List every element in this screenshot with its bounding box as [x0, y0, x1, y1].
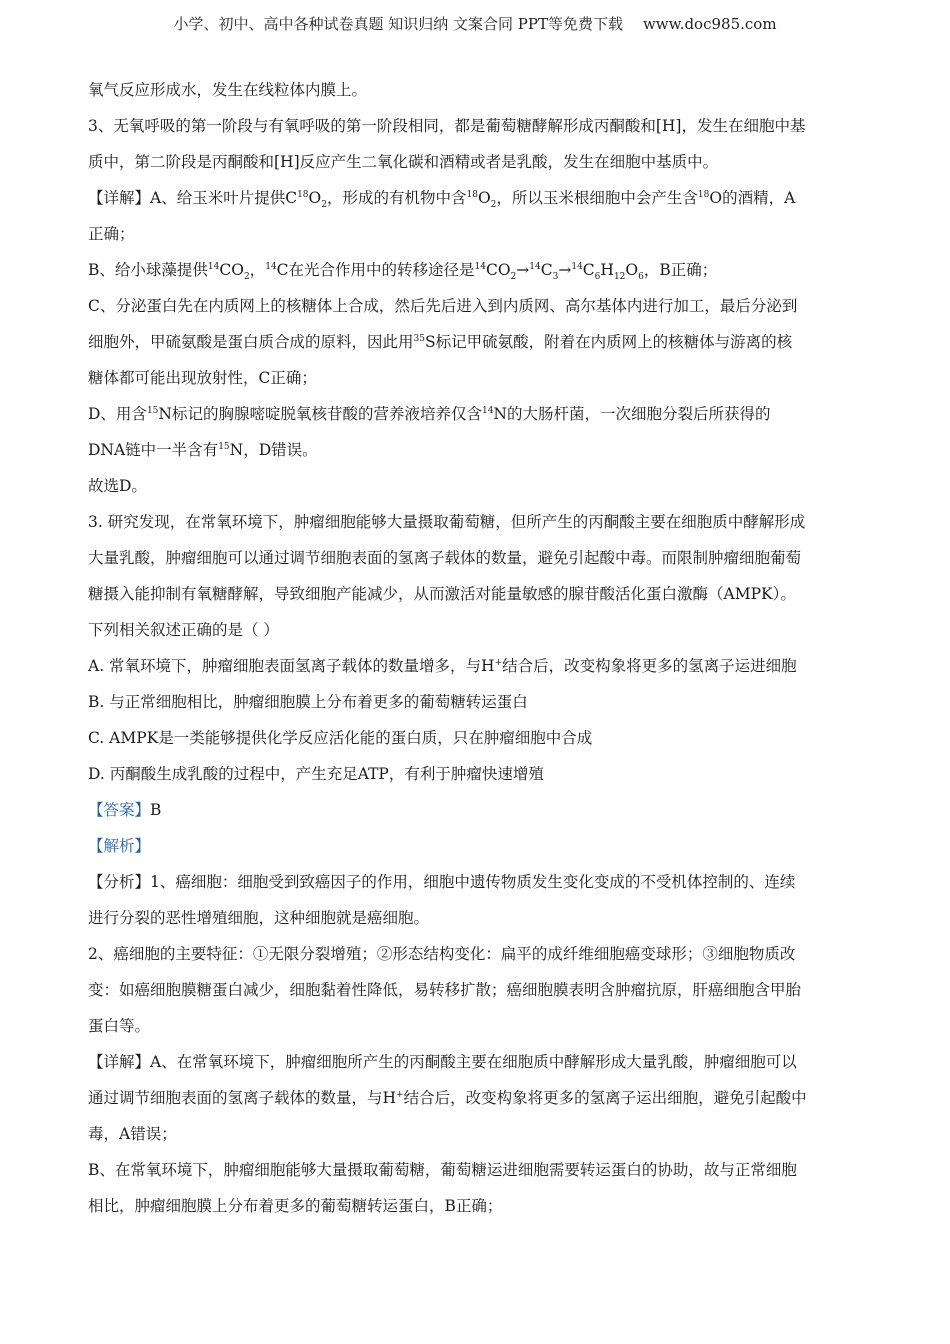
option-a: A. 常氧环境下，肿瘤细胞表面氢离子载体的数量增多，与H+结合后，改变构象将更多的氢离子运进细胞	[88, 657, 797, 675]
text-line: B、在常氧环境下，肿瘤细胞能够大量摄取葡萄糖，葡萄糖运进细胞需要转运蛋白的协助，故与正常细胞	[88, 1161, 797, 1179]
text-line: 变：如癌细胞膜糖蛋白减少，细胞黏着性降低，易转移扩散；癌细胞膜表明含肿瘤抗原，肝癌细胞含甲胎	[88, 981, 802, 999]
question-stem: 糖摄入能抑制有氧糖酵解，导致细胞产能减少，从而激活对能量敏感的腺苷酸活化蛋白激酶（AMPK）。	[88, 585, 796, 603]
analysis-tag: 【解析】	[88, 837, 151, 855]
text-line: 正确；	[88, 225, 135, 243]
question-stem: 3. 研究发现，在常氧环境下，肿瘤细胞能够大量摄取葡萄糖，但所产生的丙酮酸主要在细胞质中酵解形成	[88, 513, 806, 531]
text-line: 细胞外，甲硫氨酸是蛋白质合成的原料，因此用$^{35}$S标记甲硫氨酸，附着在内质网上的核糖体与游离的核	[88, 333, 793, 351]
analysis-tag-line	[88, 828, 868, 864]
text-line: DNA链中一半含有$^{15}$N，D错误。	[88, 441, 318, 459]
text-line: 通过调节细胞表面的氢离子载体的数量，与H+结合后，改变构象将更多的氢离子运出细胞，避免引起酸中	[88, 1089, 807, 1107]
text-line: B、给小球藻提供$^{14}CO_2$，$^{14}$C在光合作用中的转移途径是$^{14}CO_2\to^{14}C_3\to^{14}C_6H_{12}O_6$，B正确；	[88, 261, 718, 283]
text-line: 2、癌细胞的主要特征：①无限分裂增殖；②形态结构变化：扁平的成纤维细胞癌变球形；③细胞物质改	[88, 945, 796, 963]
question-stem: 大量乳酸，肿瘤细胞可以通过调节细胞表面的氢离子载体的数量，避免引起酸中毒。而限制肿瘤细胞葡萄	[88, 549, 802, 567]
text-line: 进行分裂的恶性增殖细胞，这种细胞就是癌细胞。	[88, 909, 430, 927]
page-header	[0, 13, 950, 34]
text-line: 相比，肿瘤细胞膜上分布着更多的葡萄糖转运蛋白，B正确；	[88, 1197, 503, 1215]
option-b: B. 与正常细胞相比，肿瘤细胞膜上分布着更多的葡萄糖转运蛋白	[88, 693, 528, 711]
text-line: 糖体都可能出现放射性，C正确；	[88, 369, 317, 387]
text-line: 【分析】1、癌细胞：细胞受到致癌因子的作用，细胞中遗传物质发生变化变成的不受机体控制的、连续	[88, 873, 796, 891]
text-line: 氧气反应形成水，发生在线粒体内膜上。	[88, 81, 368, 99]
text-line: 毒，A错误；	[88, 1125, 177, 1143]
header-text: 小学、初中、高中各种试卷真题 知识归纳 文案合同 PPT等免费下载	[173, 15, 623, 33]
text-line: 蛋白等。	[88, 1017, 151, 1035]
text-line: D、用含$^{15}$N标记的胸腺嘧啶脱氧核苷酸的营养液培养仅含$^{14}$N的大肠杆菌，一次细胞分裂后所获得的	[88, 405, 771, 423]
text-line: 【详解】A、在常氧环境下，肿瘤细胞所产生的丙酮酸主要在细胞质中酵解形成大量乳酸，肿瘤细胞可以	[88, 1053, 797, 1071]
text-line: 质中，第二阶段是丙酮酸和[H]反应产生二氧化碳和酒精或者是乳酸，发生在细胞中基质中。	[88, 153, 719, 171]
document-body	[88, 72, 868, 1224]
answer-value: B	[150, 801, 162, 819]
option-d: D. 丙酮酸生成乳酸的过程中，产生充足ATP，有利于肿瘤快速增殖	[88, 765, 544, 783]
header-site-link[interactable]: www.doc985.com	[642, 15, 777, 33]
answer-tag: 【答案】	[88, 801, 151, 819]
text-line: 【详解】A、给玉米叶片提供$C^{18}O_2$，形成的有机物中含$^{18}O_2$，所以玉米根细胞中会产生含$^{18}$O的酒精，A	[88, 189, 796, 211]
question-stem: 下列相关叙述正确的是（ ）	[88, 621, 279, 639]
text-line: C、分泌蛋白先在内质网上的核糖体上合成，然后先后进入到内质网、高尔基体内进行加工，最后分泌到	[88, 297, 798, 315]
text-line: 故选D。	[88, 477, 147, 495]
text-line: 3、无氧呼吸的第一阶段与有氧呼吸的第一阶段相同，都是葡萄糖酵解形成丙酮酸和[H]，发生在细胞中基	[88, 117, 806, 135]
answer-line	[88, 792, 868, 828]
option-c: C. AMPK是一类能够提供化学反应活化能的蛋白质，只在肿瘤细胞中合成	[88, 729, 593, 747]
